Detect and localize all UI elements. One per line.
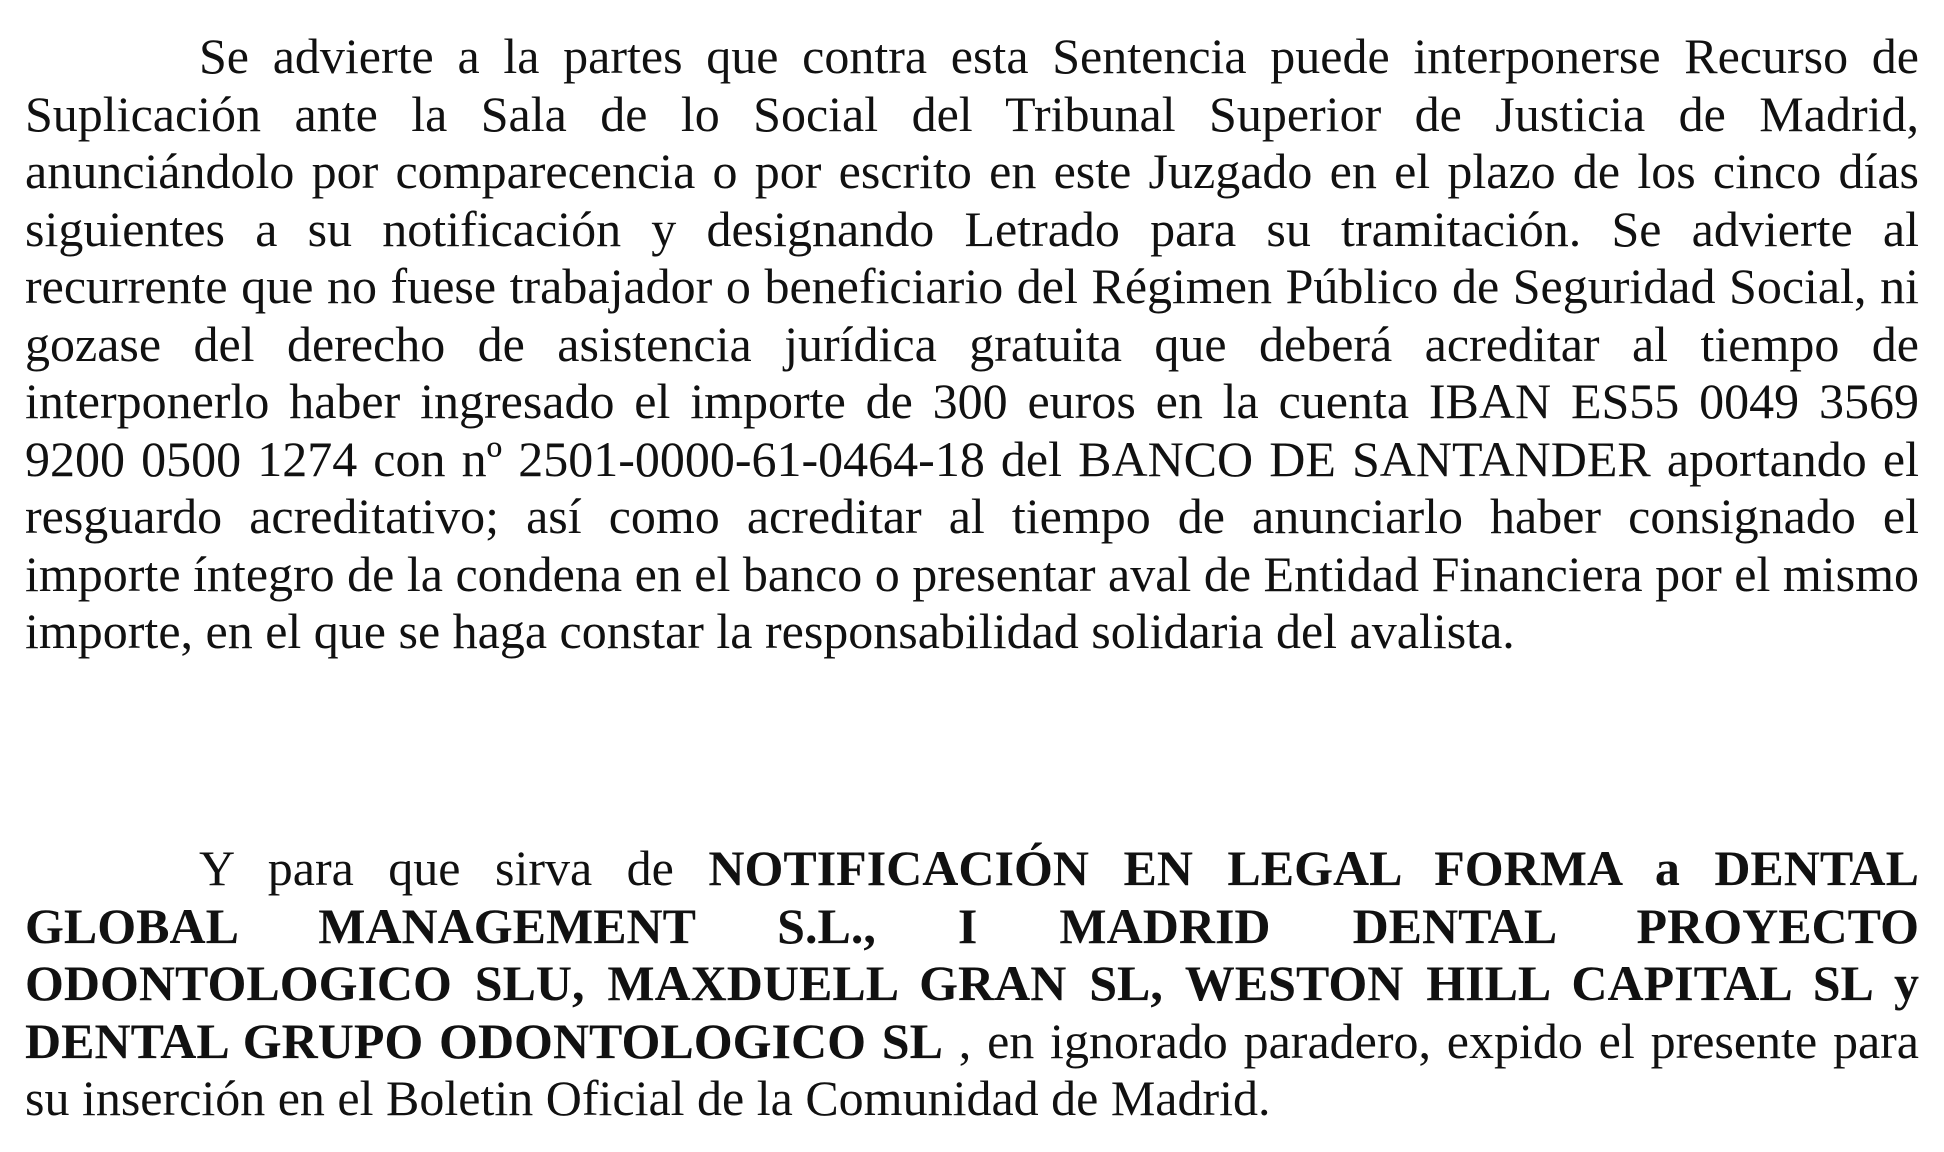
notified-parties: DENTAL GLOBAL MANAGEMENT S.L., I MADRID DENTAL PROYECTO ODONTOLOGICO SLU, MAXDUELL GRAN SL, WESTON HILL CAPITAL SL y DENTAL GRUPO ODONTOLOGICO SL: [25, 840, 1919, 1069]
appeal-notice-paragraph: Se advierte a la partes que contra esta Sentencia puede interponerse Recurso de Suplicación ante la Sala de lo Social del Tribunal Superior de Justicia de Madrid, anunciándolo por comparecencia o por escrito en este Juzgado en el plazo de los cinco días siguientes a su notificación y designando Letrado para su tramitación. Se advierte al recurrente que no fuese trabajador o beneficiario del Régimen Público de Seguridad Social, ni gozase del derecho de asistencia jurídica gratuita que deberá acreditar al tiempo de interponerlo haber ingresado el importe de 300 euros en la cuenta IBAN ES55 0049 3569 9200 0500 1274 con nº 2501-0000-61-0464-18 del BANCO DE SANTANDER aportando el resguardo acreditativo; así como acreditar al tiempo de anunciarlo haber consignado el importe íntegro de la condena en el banco o presentar aval de Entidad Financiera por el mismo importe, en el que se haga constar la responsabilidad solidaria del avalista.: [25, 28, 1919, 659]
document-page: [25, 0, 1919, 1152]
legal-form-notice: NOTIFICACIÓN EN LEGAL FORMA: [708, 840, 1621, 896]
notification-paragraph: [25, 840, 1919, 1128]
notice-connector: a: [1620, 840, 1715, 896]
notification-intro-text: Y para que sirva de: [199, 840, 709, 896]
notification-closing-text: , en ignorado paradero, expido el presente para su inserción en el Boletin Oficial de la Comunidad de Madrid.: [25, 1012, 1919, 1126]
